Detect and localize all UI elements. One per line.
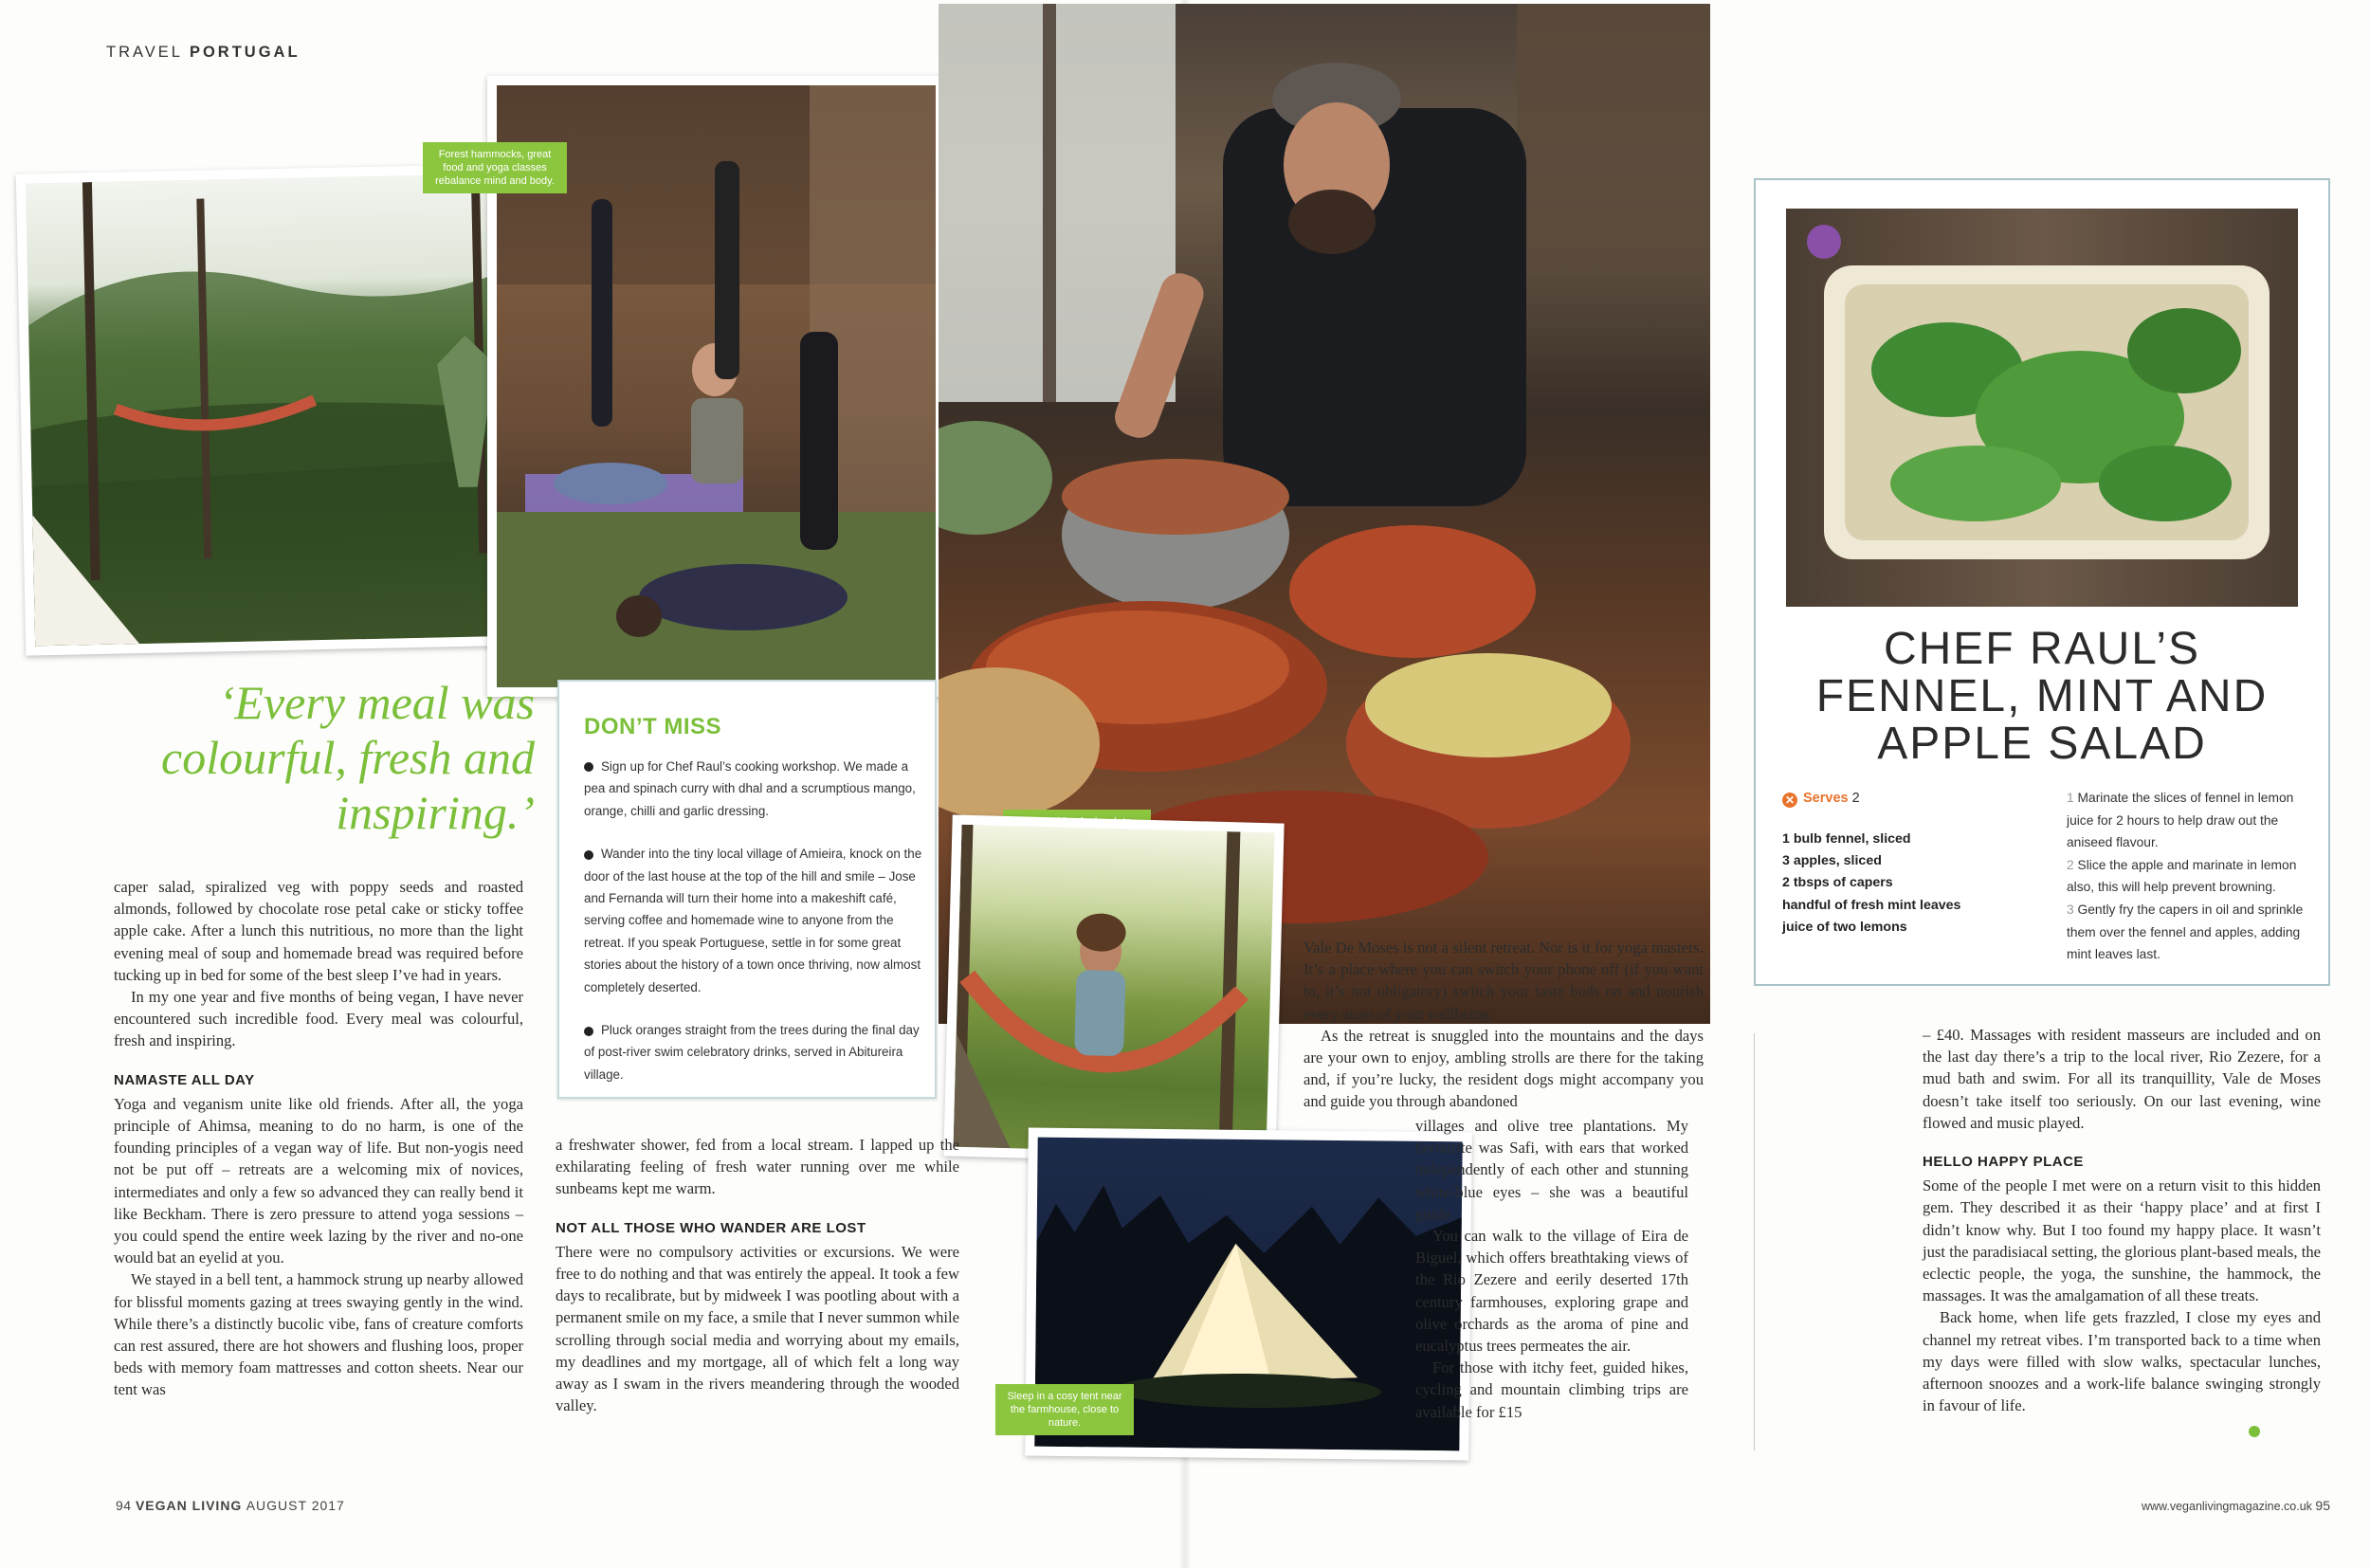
dont-miss-item xyxy=(584,756,927,822)
article-column-2 xyxy=(556,1134,959,1416)
method-step xyxy=(2067,787,2311,854)
serves-label: Serves xyxy=(1803,791,1849,806)
paragraph: You can walk to the village of Eira de Biguel, which offers breathtaking views of the Rio Zezere and eerily deserted 17th century farmhouses, exploring grape and olive orchards as the aroma of pine and eucalyptus trees permeates the air. xyxy=(1415,1227,1688,1356)
column-rule xyxy=(1754,1033,1755,1450)
article-column-3-lower xyxy=(1415,1115,1688,1423)
pull-quote: ‘Every meal was colourful, fresh and inspiring.’ xyxy=(161,676,535,839)
serves-row xyxy=(1782,791,1860,808)
paragraph: Vale De Moses is not a silent retreat. Nor is it for yoga masters. It’s a place where you can switch your phone off (if you want to, it’s not obligatory) switch your taste buds on and nourish every atom of your wellbeing. xyxy=(1304,939,1704,1023)
dont-miss-box xyxy=(557,680,937,1099)
ingredient: handful of fresh mint leaves xyxy=(1782,897,1961,913)
article-end-icon xyxy=(2249,1426,2260,1437)
dont-miss-item xyxy=(584,1019,927,1085)
section-country: PORTUGAL xyxy=(189,44,301,61)
page-number: 94 xyxy=(116,1498,132,1513)
dont-miss-item-text: Sign up for Chef Raul’s cooking workshop. We made a pea and spinach curry with dhal and a scrumptious mango, orange, chilli and garlic dressing. xyxy=(584,759,916,818)
article-column-3 xyxy=(1304,937,1704,1113)
article-column-4 xyxy=(1923,1024,2321,1416)
website-url: www.veganlivingmagazine.co.uk xyxy=(2141,1500,2312,1513)
subheading: NOT ALL THOSE WHO WANDER ARE LOST xyxy=(556,1219,866,1236)
dont-miss-item-text: Pluck oranges straight from the trees during the final day of post-river swim celebratory drinks, served in Abitureira village. xyxy=(584,1023,920,1082)
issue-date: AUGUST 2017 xyxy=(246,1498,345,1513)
salad-photo xyxy=(1786,209,2298,607)
step-text: Slice the apple and marinate in lemon also, this will help prevent browning. xyxy=(2067,857,2297,895)
recipe-box xyxy=(1754,178,2330,986)
paragraph: We stayed in a bell tent, a hammock strung up nearby allowed for blissful moments gazing at trees swaying gently in the wind. While there’s a distinctly bucolic vibe, fans of creature comforts can rest assured, there are hot showers and flushing loos, proper beds with memory foam mattresses and cotton sheets. Near our tent was xyxy=(114,1270,523,1399)
tent-caption: Sleep in a cosy tent near the farmhouse, close to nature. xyxy=(995,1384,1134,1435)
subheading: HELLO HAPPY PLACE xyxy=(1923,1154,2084,1171)
paragraph: caper salad, spiralized veg with poppy seeds and roasted almonds, followed by chocolate rose petal cake or sticky toffee apple cake. After a lunch this nutritious, no more than the light evening meal of soup and homemade bread was required before tucking up in bed for some of the best sleep I’ve had in years. xyxy=(114,878,523,984)
magazine-name: VEGAN LIVING xyxy=(135,1498,243,1513)
step-number: 2 xyxy=(2067,857,2074,872)
paragraph: For those with itchy feet, guided hikes, cycling and mountain climbing trips are available for £15 xyxy=(1415,1358,1688,1421)
method-list xyxy=(2067,787,2311,966)
paragraph: In my one year and five months of being vegan, I have never encountered such incredible food. Every meal was colourful, fresh and inspiring. xyxy=(114,988,523,1050)
serves-icon: ✕ xyxy=(1782,793,1797,808)
serves-value: 2 xyxy=(1851,791,1860,806)
paragraph: As the retreat is snuggled into the mountains and the days are your own to enjoy, ambling strolls are there for the taking and, if you’re lucky, the resident dogs might accompany you and guide you through abandoned xyxy=(1304,1026,1704,1111)
recipe-title-line: APPLE SALAD xyxy=(1877,719,2207,769)
article-column-1 xyxy=(114,876,523,1401)
ingredient: juice of two lemons xyxy=(1782,919,1907,935)
method-step xyxy=(2067,899,2311,966)
dont-miss-item-text: Wander into the tiny local village of Amieira, knock on the door of the last house at the top of the hill and smile – Jose and Fernanda will turn their home into a makeshift café, serving coffee and homemade wine to anyone from the retreat. If you speak Portuguese, settle in for some great stories about the history of a town once thriving, now almost completely deserted. xyxy=(584,847,922,994)
section-label: TRAVEL xyxy=(106,44,183,61)
paragraph: Back home, when life gets frazzled, I close my eyes and channel my retreat vibes. I’m transported back to a time when my days were filled with slow walks, spectacular lunches, afternoon snoozes and a work-life balance swinging strongly in favour of life. xyxy=(1923,1308,2321,1415)
step-number: 3 xyxy=(2067,902,2074,917)
dont-miss-item xyxy=(584,843,927,998)
ingredients-list xyxy=(1782,829,2029,939)
paragraph: villages and olive tree plantations. My favourite was Safi, with ears that worked independently of each other and stunning white-blue eyes – she was a beautiful guide. xyxy=(1415,1117,1688,1223)
dont-miss-title: DON’T MISS xyxy=(584,714,722,739)
recipe-title xyxy=(1756,626,2328,768)
ingredient: 2 tbsps of capers xyxy=(1782,875,1893,891)
ingredient: 1 bulb fennel, sliced xyxy=(1782,831,1911,847)
bullet-icon xyxy=(584,762,593,772)
footer-right xyxy=(2142,1498,2330,1513)
subheading: NAMASTE ALL DAY xyxy=(114,1071,255,1088)
step-text: Gently fry the capers in oil and sprinkle them over the fennel and apples, adding mint leaves last. xyxy=(2067,902,2304,962)
page-number: 95 xyxy=(2315,1498,2330,1513)
recipe-title-line: FENNEL, MINT AND xyxy=(1815,671,2269,721)
footer-left xyxy=(116,1498,345,1513)
step-number: 1 xyxy=(2067,791,2074,805)
method-step xyxy=(2067,854,2311,899)
step-text: Marinate the slices of fennel in lemon juice for 2 hours to help draw out the aniseed flavour. xyxy=(2067,791,2294,850)
recipe-title-line: CHEF RAUL’S xyxy=(1883,624,2201,674)
paragraph: a freshwater shower, fed from a local stream. I lapped up the exhilarating feeling of fresh water running over me while sunbeams kept me warm. xyxy=(556,1136,959,1198)
ingredient: 3 apples, sliced xyxy=(1782,853,1882,869)
hammocks-caption: Forest hammocks, great food and yoga classes rebalance mind and body. xyxy=(423,142,567,193)
section-header xyxy=(106,44,301,62)
paragraph: Some of the people I met were on a return visit to this hidden gem. They described it as their ‘happy place’ and at first I didn’t know why. But I too found my happy place. It wasn’t just the paradisiacal setting, the glorious plant-based meals, the eclectic people, the yoga, the sunshine, the hammock, the massages. It was the amalgamation of all these treats. xyxy=(1923,1176,2321,1305)
bullet-icon xyxy=(584,1027,593,1036)
forest-hammock-photo xyxy=(16,163,538,655)
paragraph: Yoga and veganism unite like old friends. After all, the yoga principle of Ahimsa, meaning to do no harm, is one of the founding principles of a vegan way of life. But non-yogis need not be put off – retreats are a welcoming mix of novices, intermediates and only a few so advanced they can really bend it like Beckham. There is zero pressure to attend yoga sessions – you could spend the entire week lazing by the river and no-one would bat an eyelid at you. xyxy=(114,1094,523,1267)
paragraph: – £40. Massages with resident masseurs are included and on the last day there’s a trip to the local river, Rio Zezere, for a mud bath and swim. For all its tranquillity, Vale de Moses doesn’t take itself too seriously. On our last evening, wine flowed and music played. xyxy=(1923,1026,2321,1132)
paragraph: There were no compulsory activities or excursions. We were free to do nothing and that was entirely the appeal. It took a few days to recalibrate, but by midweek I was pootling about with a permanent smile on my face, a smile that I never summon while scrolling through social media and worrying about my emails, my deadlines and my mortgage, all of which felt a long way away as I swam in the rivers meandering through the wooded valley. xyxy=(556,1242,959,1415)
bullet-icon xyxy=(584,850,593,860)
hammock-woman-photo xyxy=(943,814,1284,1164)
